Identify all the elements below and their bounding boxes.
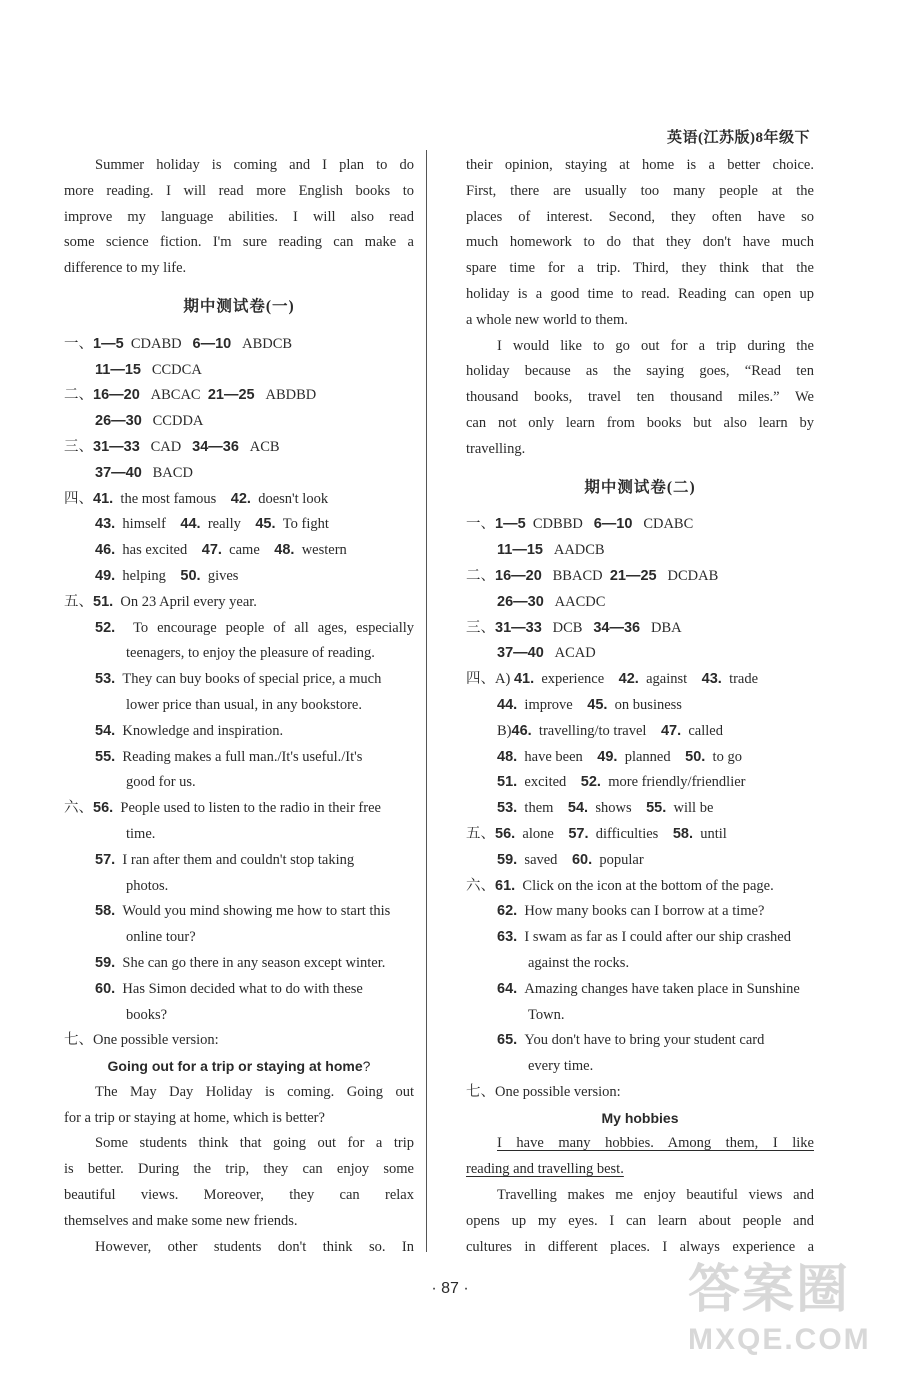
underlined-line: [466, 1157, 814, 1183]
answer-row: [64, 951, 414, 977]
answer-text: How many books can I borrow at a time?: [524, 903, 765, 920]
section-mark: B): [497, 722, 512, 739]
answer-row: [466, 538, 814, 564]
answer-row: [64, 899, 414, 925]
answer-key: CDBBD: [532, 516, 583, 533]
text-line: Summer holiday is coming and I plan to do: [95, 157, 414, 173]
answer-text: good for us.: [126, 774, 196, 791]
text-line: places of interest. Second, they often have so: [466, 208, 814, 225]
question-number: 42.: [230, 490, 251, 507]
question-number: 43.: [95, 516, 116, 533]
answer-text: experience: [541, 671, 605, 688]
answer-row: [64, 1028, 414, 1054]
answer-row: [466, 616, 814, 642]
watermark-url: MXQE.COM: [688, 1323, 871, 1356]
range-label: 16—20: [93, 387, 140, 404]
answer-text: will be: [673, 800, 714, 817]
answer-row: [64, 590, 414, 616]
answer-text: against the rocks.: [528, 954, 630, 971]
answer-row: [466, 848, 814, 874]
answer-text: Would you mind showing me how to start this: [122, 903, 391, 920]
answer-text: against: [646, 671, 688, 688]
text-line: much homework to do that they don't have much: [466, 234, 814, 251]
question-number: 58.: [95, 903, 116, 920]
question-number: 49.: [597, 748, 618, 765]
essay-title-text: Going out for a trip or staying at home: [107, 1058, 363, 1075]
range-label: 37—40: [497, 645, 544, 662]
section-mark: 一、: [466, 516, 495, 533]
question-number: 49.: [95, 567, 116, 584]
question-number: 54.: [567, 800, 589, 817]
range-label: 26—30: [497, 593, 544, 610]
answer-text: gives: [207, 567, 239, 584]
answer-text: shows: [595, 800, 632, 817]
question-number: 64.: [497, 980, 518, 997]
answer-row: [64, 667, 414, 693]
answer-text: more friendly/friendlier: [608, 774, 746, 791]
question-number: 46.: [511, 722, 532, 739]
column-divider: [426, 150, 427, 1252]
question-number: 45.: [255, 516, 276, 533]
answer-text: time.: [126, 825, 156, 842]
answer-key: CCDDA: [152, 413, 204, 430]
answer-text: trade: [729, 671, 759, 688]
answer-text: Amazing changes have taken place in Sunshine: [524, 980, 800, 997]
section-title: 期中测试卷(一): [183, 297, 295, 315]
question-number: 44.: [180, 516, 201, 533]
question-number: 63.: [497, 929, 518, 946]
answer-text: came: [229, 542, 260, 559]
answer-key: ABCAC: [150, 387, 201, 404]
range-label: 11—15: [497, 542, 543, 559]
text-line: I would like to go out for a trip during the: [497, 337, 814, 354]
answer-text: To fight: [282, 516, 329, 533]
answer-text: excited: [524, 774, 567, 791]
essay-title-mark: ?: [362, 1058, 371, 1075]
text-line: travelling.: [466, 440, 526, 457]
question-number: 55.: [95, 748, 116, 765]
text-line: themselves and make some new friends.: [64, 1212, 298, 1229]
text-line: cultures in different places. I always experience a: [466, 1238, 814, 1255]
range-label: 1—5: [495, 516, 526, 533]
answer-row: [466, 899, 814, 925]
answer-text: saved: [524, 851, 558, 868]
question-number: 42.: [618, 671, 639, 688]
text-line: holiday because as the saying goes, “Read ten: [466, 363, 814, 380]
answer-text: They can buy books of special price, a much: [122, 671, 382, 688]
question-number: 60.: [571, 851, 593, 868]
text-line: opens up my eyes. I can learn about people and: [466, 1212, 814, 1229]
answer-row: [466, 822, 814, 848]
question-number: 61.: [495, 877, 516, 894]
question-number: 41.: [513, 671, 535, 688]
range-label: 21—25: [609, 567, 657, 584]
answer-key: BACD: [152, 464, 193, 481]
answer-row: [466, 641, 814, 667]
answer-row: [64, 512, 414, 538]
answer-text: I ran after them and couldn't stop taking: [122, 851, 355, 868]
answer-text: until: [700, 825, 727, 842]
answer-row: [64, 435, 414, 461]
section-mark: 五、: [466, 825, 495, 842]
answer-row: [466, 925, 814, 951]
essay-label: One possible version:: [495, 1083, 621, 1100]
question-number: 51.: [93, 593, 114, 610]
range-label: 16—20: [495, 567, 542, 584]
answer-key: ABDBD: [265, 387, 317, 404]
section-mark: 七、: [466, 1083, 495, 1100]
answer-text: Reading makes a full man./It's useful./It's: [122, 748, 363, 765]
text-line: improve my language abilities. I will also read: [64, 208, 414, 225]
range-label: 31—33: [495, 619, 542, 636]
text-line: a whole new world to them.: [466, 311, 628, 328]
answer-key: CDABC: [643, 516, 694, 533]
answer-text: has excited: [122, 542, 188, 559]
range-label: 11—15: [95, 361, 141, 378]
answer-row: [64, 487, 414, 513]
question-number: 52.: [95, 619, 116, 636]
text-line: more reading. I will read more English books to: [64, 182, 414, 199]
text-line: is better. During the trip, they can enjoy some: [64, 1161, 414, 1178]
answer-text: books?: [126, 1006, 168, 1023]
question-number: 56.: [93, 800, 114, 817]
answer-row: [64, 745, 414, 771]
text-line: spare time for a trip. Third, they think that the: [466, 260, 814, 277]
text-line: First, there are usually too many people at the: [466, 182, 814, 199]
answer-text: on business: [614, 696, 682, 713]
answer-row: [466, 977, 814, 1003]
question-number: 62.: [497, 903, 518, 920]
text-line: holiday is a good time to read. Reading can open up: [466, 285, 814, 302]
answer-row: [64, 977, 414, 1003]
answer-key: CAD: [150, 438, 182, 455]
range-label: 21—25: [207, 387, 255, 404]
range-label: 31—33: [93, 438, 140, 455]
answer-row: [466, 1080, 814, 1106]
text-line: difference to my life.: [64, 260, 187, 277]
range-label: 34—36: [593, 619, 641, 636]
answer-text: really: [207, 516, 241, 533]
text-line: thousand books, travel ten thousand miles.” We: [466, 389, 814, 406]
question-number: 56.: [495, 825, 516, 842]
answer-text: himself: [122, 516, 166, 533]
section-mark: 二、: [64, 387, 93, 404]
answer-text: called: [688, 722, 723, 739]
section-mark: 三、: [466, 619, 495, 636]
answer-key: AADCB: [553, 542, 605, 559]
question-number: 52.: [580, 774, 601, 791]
answer-row: [466, 745, 814, 771]
answer-text: popular: [599, 851, 644, 868]
question-number: 47.: [660, 722, 682, 739]
answer-text: western: [301, 542, 347, 559]
question-number: 57.: [95, 851, 116, 868]
question-number: 48.: [497, 748, 518, 765]
answer-key: ACAD: [554, 645, 596, 662]
text-line: Travelling makes me enjoy beautiful views and: [497, 1187, 814, 1204]
question-number: 57.: [568, 825, 589, 842]
section-mark: 三、: [64, 438, 93, 455]
question-number: 45.: [587, 696, 608, 713]
answer-text: On 23 April every year.: [120, 593, 257, 610]
answer-text: alone: [522, 825, 554, 842]
question-number: 46.: [95, 542, 116, 559]
question-number: 50.: [180, 567, 201, 584]
answer-row: [64, 616, 414, 642]
answer-key: ACB: [249, 438, 280, 455]
answer-key: DCDAB: [667, 567, 719, 584]
section-mark: 七、: [64, 1032, 93, 1049]
watermark-text: 答案圈: [688, 1261, 851, 1319]
answer-row: [466, 770, 814, 796]
answer-key: DCB: [552, 619, 583, 636]
question-number: 44.: [497, 696, 518, 713]
answer-text: teenagers, to enjoy the pleasure of reading.: [126, 645, 375, 662]
answer-text: difficulties: [595, 825, 659, 842]
answer-key: AACDC: [554, 593, 606, 610]
range-label: 6—10: [192, 335, 232, 352]
answer-row: [64, 409, 414, 435]
answer-text: have been: [524, 748, 583, 765]
text-line: their opinion, staying at home is a better choice.: [466, 157, 814, 173]
answer-row: [64, 358, 414, 384]
range-label: 34—36: [192, 438, 239, 455]
answer-text: helping: [122, 567, 166, 584]
answer-row: [466, 1028, 814, 1054]
essay-title: [64, 1054, 414, 1080]
answer-row: [64, 461, 414, 487]
answer-key: CCDCA: [151, 361, 202, 378]
section-mark: 二、: [466, 567, 495, 584]
question-number: 55.: [646, 800, 667, 817]
answer-row: [64, 383, 414, 409]
answer-row: [64, 796, 414, 822]
right-column: [466, 153, 814, 1260]
section-mark: 六、: [466, 877, 495, 894]
answer-row: [466, 719, 814, 745]
answer-text: photos.: [126, 877, 169, 894]
answer-text: People used to listen to the radio in their free: [120, 800, 381, 817]
range-label: 6—10: [593, 516, 633, 533]
section-mark: 四、: [64, 490, 93, 507]
answer-row: [64, 848, 414, 874]
answer-row: [64, 719, 414, 745]
underlined-line: [466, 1131, 814, 1157]
answer-key: ABDCB: [242, 335, 293, 352]
question-number: 54.: [95, 722, 116, 739]
question-number: 53.: [95, 671, 116, 688]
range-label: 37—40: [95, 464, 142, 481]
text-line: beautiful views. Moreover, they can relax: [64, 1187, 414, 1204]
answer-text: I swam as far as I could after our ship crashed: [524, 929, 791, 946]
answer-row: [466, 796, 814, 822]
answer-row: [466, 874, 814, 900]
question-number: 58.: [672, 825, 693, 842]
answer-text: You don't have to bring your student card: [524, 1032, 765, 1049]
section-mark: 四、A): [466, 671, 511, 688]
section-mark: 一、: [64, 335, 93, 352]
answer-row: [64, 538, 414, 564]
answer-text: them: [524, 800, 554, 817]
answer-text: improve: [524, 696, 573, 713]
text-line: for a trip or staying at home, which is better?: [64, 1109, 325, 1126]
answer-row: [64, 564, 414, 590]
answer-row: [64, 332, 414, 358]
answer-text: online tour?: [126, 929, 196, 946]
answer-text: every time.: [528, 1058, 594, 1075]
left-column: [64, 153, 414, 1260]
question-number: 47.: [201, 542, 222, 559]
question-number: 60.: [95, 980, 116, 997]
text-line: can not only learn from books but also learn by: [466, 414, 814, 431]
text-line: some science fiction. I'm sure reading can make a: [64, 234, 414, 251]
answer-key: CDABD: [130, 335, 182, 352]
question-number: 53.: [497, 800, 518, 817]
underlined-text: I have many hobbies. Among them, I like: [497, 1135, 814, 1152]
answer-text: to go: [712, 748, 742, 765]
question-number: 48.: [274, 542, 295, 559]
answer-row: [466, 667, 814, 693]
page-header: 英语(江苏版)8年级下: [667, 130, 810, 146]
question-number: 59.: [95, 954, 116, 971]
section-title: 期中测试卷(二): [584, 478, 696, 496]
answer-row: [466, 564, 814, 590]
answer-text: planned: [624, 748, 671, 765]
answer-text: Knowledge and inspiration.: [122, 722, 284, 739]
watermark-logo: [688, 1260, 888, 1380]
answer-text: Click on the icon at the bottom of the page.: [522, 877, 774, 894]
answer-text: She can go there in any season except winter.: [122, 954, 386, 971]
question-number: 65.: [497, 1032, 518, 1049]
range-label: 1—5: [93, 335, 124, 352]
answer-key: BBACD: [552, 567, 603, 584]
text-line: Some students think that going out for a trip: [95, 1135, 414, 1152]
question-number: 50.: [685, 748, 706, 765]
question-number: 51.: [497, 774, 518, 791]
section-mark: 六、: [64, 800, 93, 817]
question-number: 59.: [497, 851, 518, 868]
answer-text: doesn't look: [258, 490, 329, 507]
answer-row: [466, 693, 814, 719]
text-line: However, other students don't think so. In: [95, 1238, 414, 1255]
section-mark: 五、: [64, 593, 93, 610]
text-line: The May Day Holiday is coming. Going out: [95, 1083, 414, 1100]
answer-text: travelling/to travel: [538, 722, 647, 739]
answer-text: lower price than usual, in any bookstore.: [126, 696, 362, 713]
answer-text: To encourage people of all ages, especially: [133, 619, 415, 636]
question-number: 43.: [701, 671, 722, 688]
answer-key: DBA: [650, 619, 682, 636]
answer-text: Town.: [528, 1006, 565, 1023]
underlined-text: reading and travelling best.: [466, 1161, 624, 1178]
answer-row: [466, 590, 814, 616]
range-label: 26—30: [95, 413, 142, 430]
question-number: 41.: [93, 490, 114, 507]
essay-label: One possible version:: [93, 1032, 219, 1049]
essay-title: My hobbies: [601, 1109, 679, 1126]
answer-text: the most famous: [120, 490, 217, 507]
answer-row: [466, 512, 814, 538]
answer-text: Has Simon decided what to do with these: [122, 980, 363, 997]
page-number: · 87 ·: [431, 1280, 469, 1297]
